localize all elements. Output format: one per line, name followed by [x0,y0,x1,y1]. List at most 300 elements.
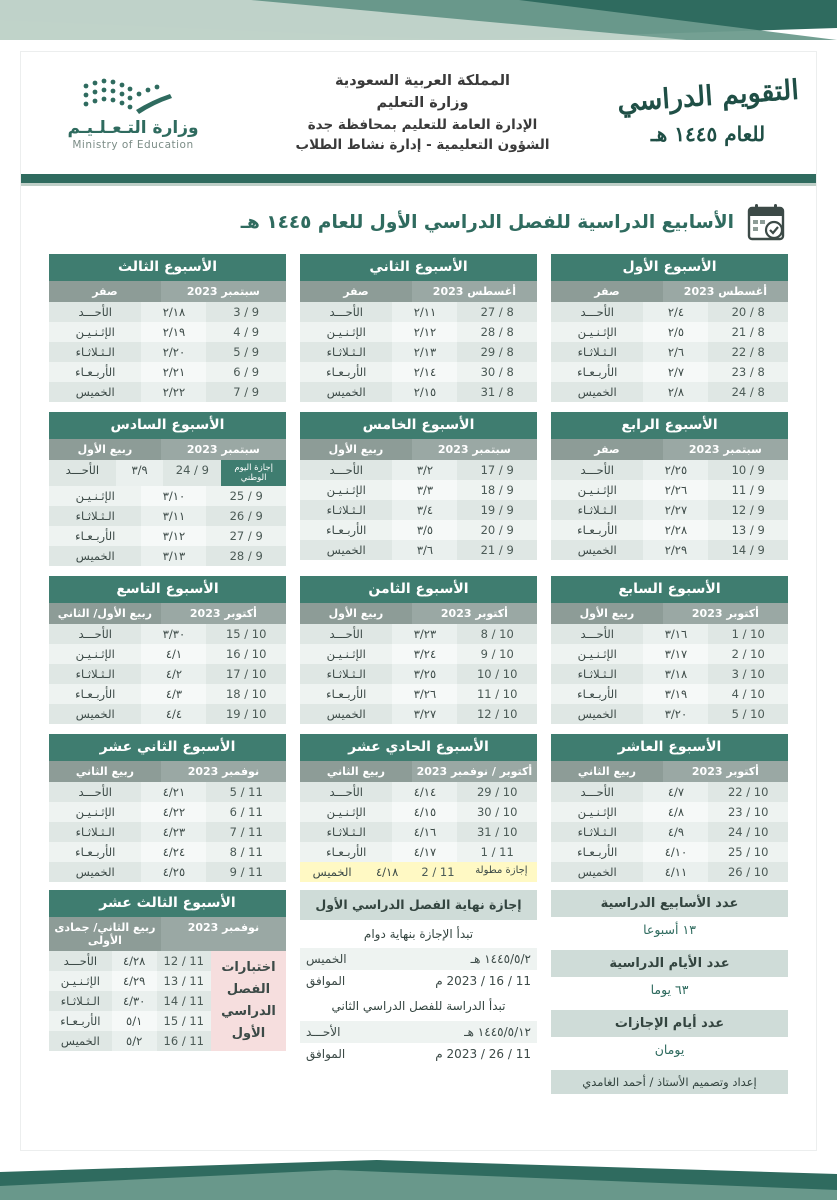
section-title-row [21,186,816,250]
moe-label-ar: وزارة التـعـلـيـم [67,117,199,138]
week-day-row [551,500,788,520]
hijri-date: ٢/١٣ [392,342,457,362]
weekday-name: الأحـــد [300,782,392,802]
weekday-name: الخميس [49,704,141,724]
hijri-date: ٢/٢٦ [643,480,708,500]
week-day-row [49,951,211,971]
gregorian-date: 10 / 17 [206,664,286,684]
week-card-5 [300,412,537,566]
week-subheader [49,439,286,460]
hijri-date: ٣/٢٤ [392,644,457,664]
hijri-date: ٤/٢١ [141,782,206,802]
week-day-row [49,862,286,882]
gregorian-date: 9 / 6 [206,362,286,382]
hijri-date: ٣/٢٠ [643,704,708,724]
weekday-name: الـثـلاثـاء [300,500,392,520]
calendar-logo [614,74,802,146]
week-card-2 [300,254,537,402]
weekday-name: الأحـــد [300,624,392,644]
week-title: الأسبوع الثالث عشر [49,890,286,917]
gregorian-date: 8 / 27 [457,302,537,322]
gregorian-date: 10 / 29 [457,782,537,802]
header-line-2: وزارة التعليم [376,95,469,112]
top-decorative-band [0,0,837,40]
week-day-row [551,540,788,560]
gregorian-date: 10 / 8 [457,624,537,644]
gregorian-date: 10 / 30 [457,802,537,822]
week-day-row [49,782,286,802]
gregorian-date: 10 / 23 [708,802,788,822]
gregorian-date: 11 / 8 [206,842,286,862]
date-label: الأحـــد [306,1025,341,1040]
week-rows [300,302,537,402]
week-day-row [300,624,537,644]
gregorian-date: 9 / 10 [708,460,788,480]
weekday-name: الأحـــد [49,302,141,322]
hijri-date: ٣/١٧ [643,644,708,664]
week-rows [49,302,286,402]
stat-box [551,1010,788,1064]
hijri-date: ٣/١٨ [643,664,708,684]
week-title: الأسبوع الثامن [300,576,537,603]
weekday-name: الأربـعـاء [49,842,141,862]
week-rows [49,951,211,1051]
gregorian-date: 10 / 3 [708,664,788,684]
week-rows [300,460,537,560]
week-day-row [551,782,788,802]
week-card-1 [551,254,788,402]
date-line [300,1043,537,1065]
hijri-date: ٢/٤ [643,302,708,322]
weekday-name: الـثـلاثـاء [49,664,141,684]
weekday-name: الإثـنـيـن [49,322,141,342]
week-day-row [551,802,788,822]
page-title: الأسابيع الدراسية للفصل الدراسي الأول للعام ١٤٤٥ هـ [240,211,734,233]
hijri-date: ٥/١ [112,1011,157,1031]
weekday-name: الإثـنـيـن [551,480,643,500]
hijri-date: ٣/٢ [392,460,457,480]
weekday-name: الخميس [300,704,392,724]
week-day-row [551,520,788,540]
hijri-date: ٢/٨ [643,382,708,402]
gregorian-date: 10 / 26 [708,862,788,882]
week-day-row [551,624,788,644]
week-day-row [300,802,537,822]
weekday-name: الأربـعـاء [300,362,392,382]
weekday-name: الأحـــد [300,460,392,480]
weekday-name: الإثـنـيـن [300,480,392,500]
term2-start-lines [300,1021,537,1065]
moe-mark-icon [35,76,231,116]
hijri-date: ٤/٢٢ [141,802,206,822]
week-subheader [49,761,286,782]
hijri-date: ٤/٩ [643,822,708,842]
date-value: 11 / 16 / 2023 م [435,974,531,989]
hijri-date: ٢/٢٨ [643,520,708,540]
weekday-name: الأحـــد [551,460,643,480]
hijri-month: ربيع الثاني [551,761,663,782]
weekday-name: الأربـعـاء [551,520,643,540]
hijri-month: صفر [551,281,663,302]
week-rows [300,782,537,882]
week-title: الأسبوع السابع [551,576,788,603]
week-day-row [551,460,788,480]
gregorian-month: أغسطس 2023 [683,285,767,298]
hijri-date: ٤/١ [141,644,206,664]
hijri-month: ربيع الأول/ الثاني [49,603,161,624]
gregorian-date: 10 / 9 [457,644,537,664]
week-title: الأسبوع الحادي عشر [300,734,537,761]
stat-box [551,890,788,944]
weekday-name: الأحـــد [551,302,643,322]
stat-label: عدد الأسابيع الدراسية [551,890,788,917]
gregorian-date: 10 / 19 [206,704,286,724]
gregorian-date: 9 / 27 [206,526,286,546]
week-subheader [300,439,537,460]
week-title: الأسبوع الأول [551,254,788,281]
weekday-name: الإثـنـيـن [551,322,643,342]
gregorian-date: 10 / 4 [708,684,788,704]
week-title: الأسبوع التاسع [49,576,286,603]
gregorian-date: 11 / 6 [206,802,286,822]
week-day-row [300,500,537,520]
week-day-row [49,802,286,822]
hijri-date: ٢/١٩ [141,322,206,342]
week-day-row [49,624,286,644]
weekday-name: الخميس [49,546,141,566]
weekday-name: الأربـعـاء [49,526,141,546]
weekday-name: الأربـعـاء [49,1011,112,1031]
gregorian-date: 8 / 29 [457,342,537,362]
hijri-date: ٣/١٩ [643,684,708,704]
weekday-name: الأربـعـاء [49,362,141,382]
week-day-row [551,822,788,842]
week-day-row [49,1011,211,1031]
week-title: الأسبوع العاشر [551,734,788,761]
row-note: إجازة اليوم الوطني [221,460,286,486]
week-day-row [49,664,286,684]
summary-section [21,882,816,1094]
weekday-name: الأحـــد [551,782,643,802]
hijri-date: ٤/٤ [141,704,206,724]
hijri-date: ٤/٢٤ [141,842,206,862]
week-day-row [300,302,537,322]
hijri-date: ٣/١١ [141,506,206,526]
week-rows [551,460,788,560]
week-card-13 [49,890,286,1094]
hijri-date: ٣/٤ [392,500,457,520]
weekday-name: الخميس [551,862,643,882]
gregorian-month: سبتمبر 2023 [186,443,260,456]
weekday-name: الخميس [49,862,141,882]
weekday-name: الخميس [300,382,392,402]
gregorian-date: 8 / 21 [708,322,788,342]
stat-label: عدد أيام الإجازات [551,1010,788,1037]
gregorian-date: 9 / 28 [206,546,286,566]
term2-start-title: تبدأ الدراسة للفصل الدراسي الثاني [300,992,537,1021]
gregorian-date: 9 / 25 [206,486,286,506]
hijri-date: ٢/١١ [392,302,457,322]
header-line-4: الشؤون التعليمية - إدارة نشاط الطلاب [295,137,550,154]
week-day-row [49,991,211,1011]
date-label: الموافق [306,1047,346,1062]
week-day-row [49,842,286,862]
gregorian-date: 10 / 18 [206,684,286,704]
stat-box [551,950,788,1004]
date-label: الموافق [306,974,346,989]
week-day-row [551,842,788,862]
hijri-date: ٢/١٥ [392,382,457,402]
hijri-date: ٣/٢٧ [392,704,457,724]
hijri-month: ربيع الثاني [49,761,161,782]
hijri-date: ٤/٢ [141,664,206,684]
gregorian-date: 11 / 2 [410,862,466,882]
gregorian-month: سبتمبر 2023 [186,285,260,298]
weekday-name: الـثـلاثـاء [551,342,643,362]
weekday-name: الأربـعـاء [551,684,643,704]
week-day-row [49,382,286,402]
logo-subtitle: للعام ١٤٤٥ هـ [650,121,766,146]
week-day-row [300,520,537,540]
gregorian-date: 10 / 22 [708,782,788,802]
week-subheader [300,281,537,302]
weekday-name: الـثـلاثـاء [551,822,643,842]
hijri-date: ٢/٢٩ [643,540,708,560]
hijri-date: ٣/٢٣ [392,624,457,644]
week-subheader [551,439,788,460]
hijri-date: ٤/٢٥ [141,862,206,882]
gregorian-date: 11 / 16 [157,1031,211,1051]
weekday-name: الخميس [551,540,643,560]
gregorian-month: أكتوبر 2023 [440,607,508,620]
week-day-row [49,342,286,362]
weekday-name: الإثـنـيـن [49,486,141,506]
term-break-title: إجازة نهاية الفصل الدراسي الأول [300,890,537,920]
hijri-date: ٢/٢٧ [643,500,708,520]
gregorian-date: 11 / 9 [206,862,286,882]
week-day-row [300,822,537,842]
hijri-month: ربيع الثاني [300,761,412,782]
gregorian-date: 10 / 2 [708,644,788,664]
week-day-row [49,971,211,991]
gregorian-date: 9 / 4 [206,322,286,342]
week-subheader [49,603,286,624]
header-line-3: الإدارة العامة للتعليم بمحافظة جدة [307,116,538,133]
week-day-row [49,644,286,664]
statistics-column [551,890,788,1094]
gregorian-date: 11 / 13 [157,971,211,991]
weekday-name: الـثـلاثـاء [49,991,112,1011]
week-rows [49,782,286,882]
weekday-name: الأربـعـاء [551,842,643,862]
week-subheader [49,281,286,302]
gregorian-date: 9 / 5 [206,342,286,362]
gregorian-date: 9 / 12 [708,500,788,520]
hijri-date: ٣/١٠ [141,486,206,506]
date-value: 11 / 26 / 2023 م [435,1047,531,1062]
gregorian-date: 10 / 15 [206,624,286,644]
gregorian-date: 10 / 31 [457,822,537,842]
hijri-month: ربيع الأول [300,603,412,624]
week-day-row [49,822,286,842]
week-day-row [551,382,788,402]
gregorian-date: 8 / 23 [708,362,788,382]
hijri-date: ٤/٣٠ [112,991,157,1011]
stat-value: ٦٣ يوما [650,982,689,997]
week-card-12 [49,734,286,882]
week-rows [49,624,286,724]
week-day-row [551,862,788,882]
week-title: الأسبوع السادس [49,412,286,439]
week-day-row [49,486,286,506]
gregorian-date: 9 / 19 [457,500,537,520]
weekday-name: الخميس [300,862,364,882]
gregorian-date: 9 / 20 [457,520,537,540]
hijri-date: ٣/٣٠ [141,624,206,644]
gregorian-date: 10 / 1 [708,624,788,644]
weekday-name: الأحـــد [49,460,116,486]
hijri-date: ٣/١٣ [141,546,206,566]
hijri-date: ٤/١٥ [392,802,457,822]
week-day-row [300,704,537,724]
gregorian-date: 9 / 3 [206,302,286,322]
weekday-name: الأربـعـاء [300,842,392,862]
document-sheet [21,52,816,1150]
hijri-date: ٤/١٧ [392,842,457,862]
hijri-date: ٢/١٢ [392,322,457,342]
moe-label-en: Ministry of Education [72,138,194,151]
week-day-row [300,644,537,664]
hijri-date: ٤/٢٩ [112,971,157,991]
week-subheader [551,603,788,624]
gregorian-date: 8 / 24 [708,382,788,402]
hijri-date: ٣/١٦ [643,624,708,644]
gregorian-date: 10 / 24 [708,822,788,842]
gregorian-date: 10 / 12 [457,704,537,724]
week-card-7 [551,576,788,724]
gregorian-date: 9 / 26 [206,506,286,526]
ministry-of-education-logo [35,76,231,151]
gregorian-date: 9 / 7 [206,382,286,402]
weekday-name: الإثـنـيـن [49,644,141,664]
break-start-title: تبدأ الإجازة بنهاية دوام [300,920,537,949]
week-rows [300,624,537,724]
hijri-month: ربيع الأول [49,439,161,460]
gregorian-date: 10 / 16 [206,644,286,664]
gregorian-month: سبتمبر 2023 [688,443,762,456]
gregorian-month: أغسطس 2023 [432,285,516,298]
week-day-row [300,322,537,342]
weekday-name: الإثـنـيـن [300,644,392,664]
week-day-row [551,644,788,664]
bottom-decorative-band [0,1160,837,1200]
week-day-row [551,684,788,704]
hijri-date: ٤/١٨ [364,862,410,882]
week-rows [49,460,286,566]
hijri-date: ٢/٢٠ [141,342,206,362]
week-day-row [300,362,537,382]
week-day-row [300,684,537,704]
week-day-row [551,342,788,362]
hijri-date: ٤/٣ [141,684,206,704]
week-day-row [300,782,537,802]
weekday-name: الإثـنـيـن [49,802,141,822]
hijri-date: ٢/١٨ [141,302,206,322]
hijri-month: صفر [551,439,663,460]
week-card-4 [551,412,788,566]
hijri-month: ربيع الأول [300,439,412,460]
weekday-name: الإثـنـيـن [551,644,643,664]
week-rows [551,302,788,402]
hijri-date: ٢/٢٢ [141,382,206,402]
gregorian-date: 10 / 25 [708,842,788,862]
term-break-card [300,890,537,1094]
gregorian-date: 9 / 18 [457,480,537,500]
week-title: الأسبوع الثاني عشر [49,734,286,761]
weekday-name: الخميس [49,1031,112,1051]
week-subheader [49,917,286,951]
weekday-name: الـثـلاثـاء [300,342,392,362]
date-line [300,948,537,970]
week-subheader [300,603,537,624]
week-day-row [551,322,788,342]
hijri-date: ٣/٥ [392,520,457,540]
header-line-1: المملكة العربية السعودية [335,72,510,89]
week-day-row [49,546,286,566]
week-day-row [49,526,286,546]
week-day-row [49,460,286,486]
hijri-month: صفر [300,281,412,302]
gregorian-date: 10 / 11 [457,684,537,704]
week-day-row [551,302,788,322]
weekday-name: الإثـنـيـن [551,802,643,822]
hijri-date: ٢/١٤ [392,362,457,382]
weekday-name: الأربـعـاء [300,684,392,704]
week-day-row [49,362,286,382]
gregorian-date: 8 / 30 [457,362,537,382]
header-rule [21,174,816,183]
week-day-row [300,540,537,560]
gregorian-date: 11 / 1 [457,842,537,862]
hijri-date: ٤/٢٣ [141,822,206,842]
gregorian-month: أكتوبر 2023 [691,765,759,778]
weekday-name: الـثـلاثـاء [300,822,392,842]
week-day-row [300,664,537,684]
hijri-month: صفر [49,281,161,302]
week-title: الأسبوع الثاني [300,254,537,281]
gregorian-month: نوفمبر 2023 [187,765,260,778]
date-line [300,970,537,992]
gregorian-date: 8 / 31 [457,382,537,402]
week-day-row [49,302,286,322]
week-day-row [551,704,788,724]
weekday-name: الـثـلاثـاء [300,664,392,684]
hijri-date: ٤/٢٨ [112,951,157,971]
header-text-block [231,70,614,157]
hijri-date: ٢/٥ [643,322,708,342]
week-day-row [49,1031,211,1051]
week-day-row [49,506,286,526]
hijri-date: ٢/٧ [643,362,708,382]
weekday-name: الخميس [551,704,643,724]
weekday-name: الأربـعـاء [300,520,392,540]
hijri-date: ٣/١٢ [141,526,206,546]
hijri-date: ٣/٩ [116,460,164,486]
week-day-row [300,480,537,500]
weekday-name: الـثـلاثـاء [551,500,643,520]
week-day-row [300,342,537,362]
date-line [300,1021,537,1043]
